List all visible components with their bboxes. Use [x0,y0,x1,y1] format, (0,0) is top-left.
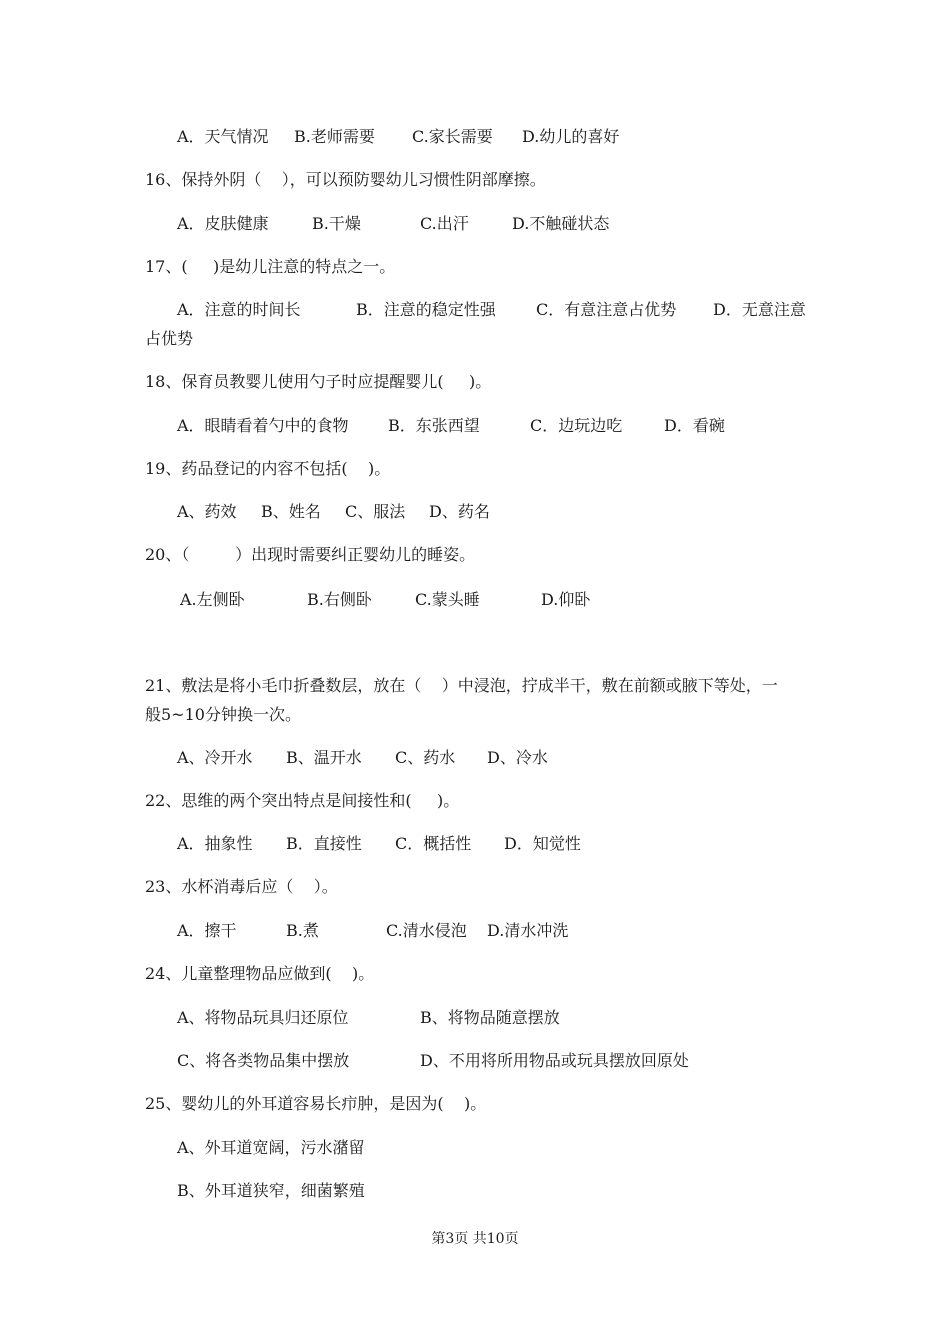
q21-option-d: D、冷水 [487,748,548,767]
q23-option-d: D.清水冲洗 [487,921,569,940]
q20-option-c: C.蒙头睡 [415,590,480,609]
q18-stem: 18、保育员教婴儿使用勺子时应提醒婴儿( )。 [145,372,492,391]
q16-option-d: D.不触碰状态 [512,214,610,233]
q20-option-d: D.仰卧 [541,590,591,609]
q17-stem: 17、( )是幼儿注意的特点之一。 [145,257,396,276]
q23-option-a: A．擦干 [177,921,237,940]
q17-option-a: A．注意的时间长 [177,300,301,319]
q24-stem: 24、儿童整理物品应做到( )。 [145,964,375,983]
q16-stem: 16、保持外阴（ ），可以预防婴幼儿习惯性阴部摩擦。 [145,170,546,189]
q22-option-c: C．概括性 [395,834,472,853]
q21-stem: 21、敷法是将小毛巾折叠数层，放在（ ）中浸泡，拧成半干，敷在前额或腋下等处，一 [145,676,778,695]
q20-stem: 20、（ ）出现时需要纠正婴幼儿的睡姿。 [145,545,476,564]
q17-option-d: D．无意注意 [713,300,806,319]
q24-option-c: C、将各类物品集中摆放 [177,1051,350,1070]
q16-option-b: B.干燥 [312,214,361,233]
q24-option-b: B、将物品随意摆放 [420,1008,560,1027]
q21-option-a: A、冷开水 [177,748,253,767]
q17-continuation: 占优势 [145,329,194,348]
q25-stem: 25、婴幼儿的外耳道容易长疖肿，是因为( )。 [145,1094,487,1113]
q20-option-b: B.右侧卧 [307,590,372,609]
page-footer: 第3页 共10页 [431,1231,519,1247]
q21-option-b: B、温开水 [286,748,362,767]
q18-option-b: B．东张西望 [388,416,480,435]
q19-stem: 19、药品登记的内容不包括( )。 [145,459,391,478]
q22-option-b: B．直接性 [286,834,362,853]
q25-option-b: B、外耳道狭窄，细菌繁殖 [177,1181,365,1200]
q19-option-b: B、姓名 [261,502,321,521]
q24-option-d: D、不用将所用物品或玩具摆放回原处 [420,1051,689,1070]
q20-option-a: A.左侧卧 [180,590,245,609]
q19-option-d: D、药名 [429,502,490,521]
q23-stem: 23、水杯消毒后应（ ）。 [145,877,338,896]
q18-option-c: C．边玩边吃 [530,416,623,435]
q23-option-c: C.清水侵泡 [386,921,467,940]
q16-option-a: A．皮肤健康 [177,214,269,233]
q24-option-a: A、将物品玩具归还原位 [177,1008,349,1027]
q21-option-c: C、药水 [395,748,456,767]
q15-option-b: B.老师需要 [294,127,375,146]
q18-option-a: A．眼睛看着勺中的食物 [177,416,349,435]
q16-option-c: C.出汗 [420,214,469,233]
q19-option-a: A、药效 [177,502,237,521]
q21-continuation: 般5~10分钟换一次。 [145,705,301,724]
q18-option-d: D．看碗 [664,416,725,435]
q22-option-d: D．知觉性 [504,834,581,853]
q22-stem: 22、思维的两个突出特点是间接性和( )。 [145,791,460,810]
q17-option-c: C．有意注意占优势 [536,300,677,319]
q19-option-c: C、服法 [345,502,406,521]
q15-option-c: C.家长需要 [412,127,493,146]
q23-option-b: B.煮 [286,921,319,940]
q15-option-a: A．天气情况 [177,127,269,146]
q17-option-b: B．注意的稳定性强 [356,300,496,319]
q25-option-a: A、外耳道宽阔，污水潴留 [177,1138,365,1157]
q15-option-d: D.幼儿的喜好 [522,127,620,146]
q22-option-a: A．抽象性 [177,834,253,853]
